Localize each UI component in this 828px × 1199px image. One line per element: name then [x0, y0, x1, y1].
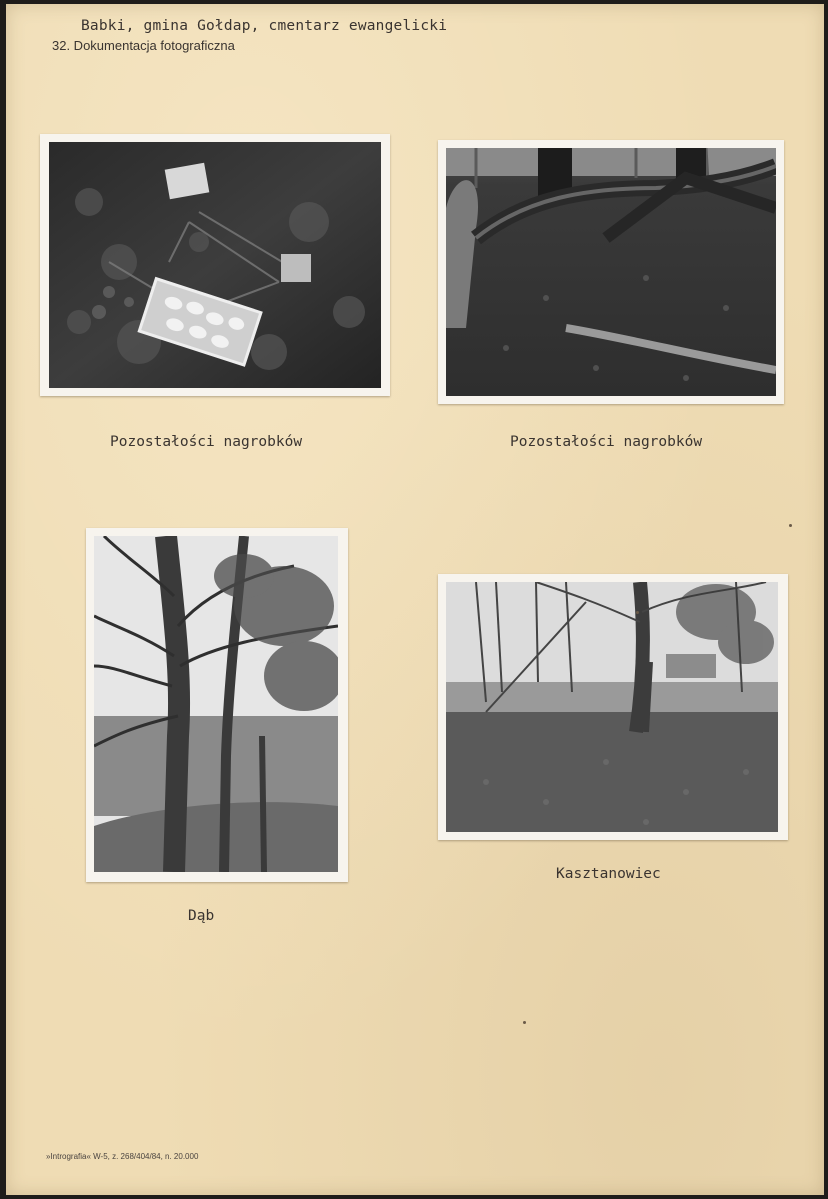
chestnut-photo-image — [446, 582, 778, 832]
photo-gravestones-1 — [40, 134, 390, 396]
print-imprint: »Intrografia« W-5, z. 268/404/84, n. 20.000 — [46, 1152, 199, 1161]
photo-gravestones-2 — [438, 140, 784, 404]
photo-oak — [86, 528, 348, 882]
fallen-trees-photo-image — [446, 148, 776, 396]
page-title: Babki, gmina Gołdap, cmentarz ewangelicki — [81, 18, 448, 34]
photo-caption-2: Pozostałości nagrobków — [510, 434, 703, 450]
document-sheet — [6, 4, 824, 1195]
page-subtitle: 32. Dokumentacja fotograficzna — [52, 38, 235, 53]
paper-speck — [523, 1021, 526, 1024]
photo-caption-3: Dąb — [188, 908, 215, 924]
oak-photo-image — [94, 536, 338, 872]
paper-speck — [636, 611, 639, 614]
photo-caption-1: Pozostałości nagrobków — [110, 434, 303, 450]
photo-caption-4: Kasztanowiec — [556, 866, 661, 882]
paper-speck — [789, 524, 792, 527]
photo-horse-chestnut — [438, 574, 788, 840]
gravestones-photo-image — [49, 142, 381, 388]
